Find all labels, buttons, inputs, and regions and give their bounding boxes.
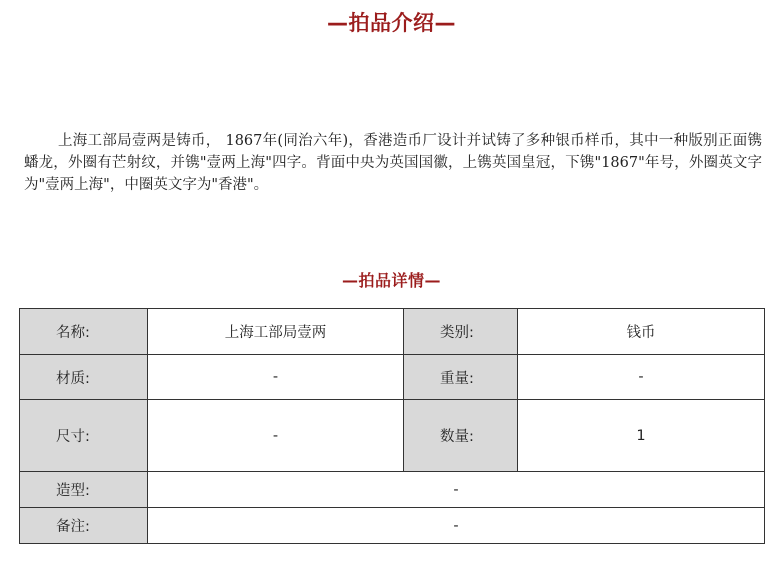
weight-value: - bbox=[518, 355, 765, 400]
shape-value: - bbox=[148, 472, 765, 508]
table-row bbox=[20, 508, 765, 544]
size-label: 尺寸: bbox=[20, 400, 148, 472]
intro-section-title: —拍品介绍— bbox=[327, 11, 456, 35]
category-label: 类别: bbox=[404, 309, 518, 355]
quantity-label: 数量: bbox=[404, 400, 518, 472]
shape-label: 造型: bbox=[20, 472, 148, 508]
material-value: - bbox=[148, 355, 404, 400]
weight-label: 重量: bbox=[404, 355, 518, 400]
size-value: - bbox=[148, 400, 404, 472]
name-value: 上海工部局壹两 bbox=[148, 309, 404, 355]
quantity-value: 1 bbox=[518, 400, 765, 472]
table-row bbox=[20, 472, 765, 508]
remarks-label: 备注: bbox=[20, 508, 148, 544]
table-row bbox=[20, 400, 765, 472]
table-row bbox=[20, 309, 765, 355]
material-label: 材质: bbox=[20, 355, 148, 400]
table-row bbox=[20, 355, 765, 400]
category-value: 钱币 bbox=[518, 309, 765, 355]
details-table bbox=[19, 308, 765, 544]
name-label: 名称: bbox=[20, 309, 148, 355]
intro-description: 上海工部局壹两是铸币， 1867年(同治六年)，香港造币厂设计并试铸了多种银币样币，其中一种版别正面镌蟠龙，外圈有芒射纹，并镌"壹两上海"四字。背面中央为英国国徽，上镌英国皇冠，下镌"1867"年号，外圈英文字为"壹两上海"，中圈英文字为"香港"。 bbox=[24, 132, 762, 193]
remarks-value: - bbox=[148, 508, 765, 544]
details-section-title: —拍品详情— bbox=[341, 271, 441, 290]
